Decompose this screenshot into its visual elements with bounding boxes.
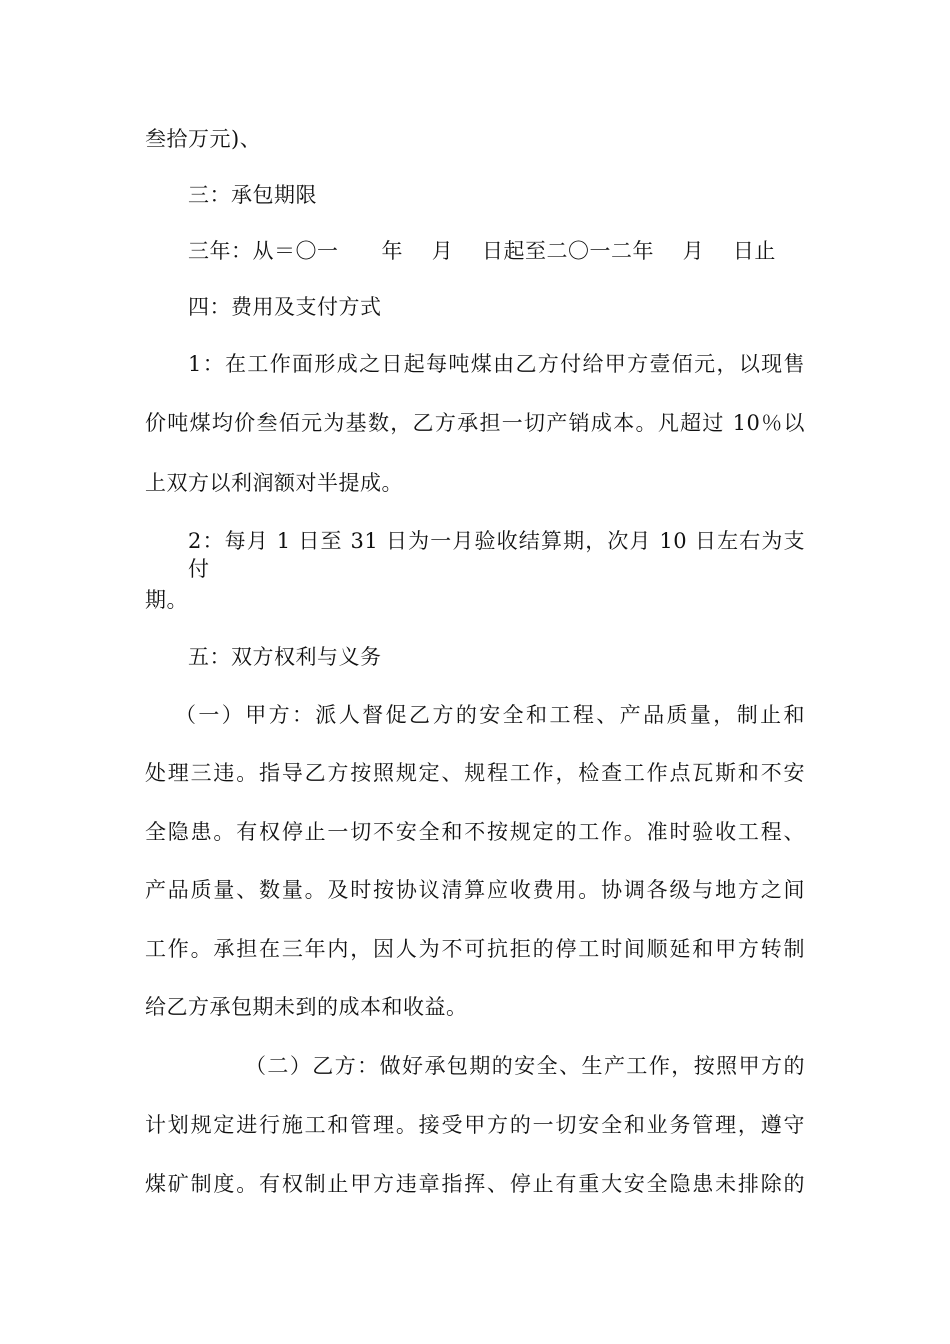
text-line-payment-4: 2：每月 1 日至 31 日为一月验收结算期，次月 10 日左右为支付 (188, 529, 805, 581)
text-line-payment-1: 1：在工作面形成之日起每吨煤由乙方付给甲方壹佰元，以现售 (188, 352, 805, 376)
text-line-party-b-1: （二）乙方：做好承包期的安全、生产工作，按照甲方的 (245, 1054, 805, 1078)
text-line-party-b-2: 计划规定进行施工和管理。接受甲方的一切安全和业务管理，遵守 (145, 1113, 805, 1137)
text-line-party-a-6: 给乙方承包期未到的成本和收益。 (145, 995, 468, 1019)
text-line-payment-5: 期。 (145, 588, 188, 612)
text-line-1: 叁拾万元)、 (145, 127, 262, 151)
text-line-party-a-2: 处理三违。指导乙方按照规定、规程工作，检查工作点瓦斯和不安 (145, 761, 805, 785)
text-line-party-a-1: （一）甲方：派人督促乙方的安全和工程、产品质量，制止和 (175, 703, 805, 727)
section-heading-rights: 五：双方权利与义务 (188, 645, 382, 669)
section-heading-term: 三：承包期限 (188, 183, 317, 207)
section-heading-payment: 四：费用及支付方式 (188, 295, 382, 319)
text-line-party-a-4: 产品质量、数量。及时按协议清算应收费用。协调各级与地方之间 (145, 878, 805, 902)
text-line-party-a-5: 工作。承担在三年内，因人为不可抗拒的停工时间顺延和甲方转制 (145, 937, 805, 961)
text-line-payment-2: 价吨煤均价叁佰元为基数，乙方承担一切产销成本。凡超过 10％以 (145, 411, 805, 435)
text-line-term-dates: 三年：从＝〇一 年 月 日起至二〇一二年 月 日止 (188, 239, 776, 263)
text-line-party-a-3: 全隐患。有权停止一切不安全和不按规定的工作。准时验收工程、 (145, 820, 805, 844)
text-line-payment-3: 上双方以利润额对半提成。 (145, 471, 403, 495)
text-line-party-b-3: 煤矿制度。有权制止甲方违章指挥、停止有重大安全隐患未排除的 (145, 1172, 805, 1196)
